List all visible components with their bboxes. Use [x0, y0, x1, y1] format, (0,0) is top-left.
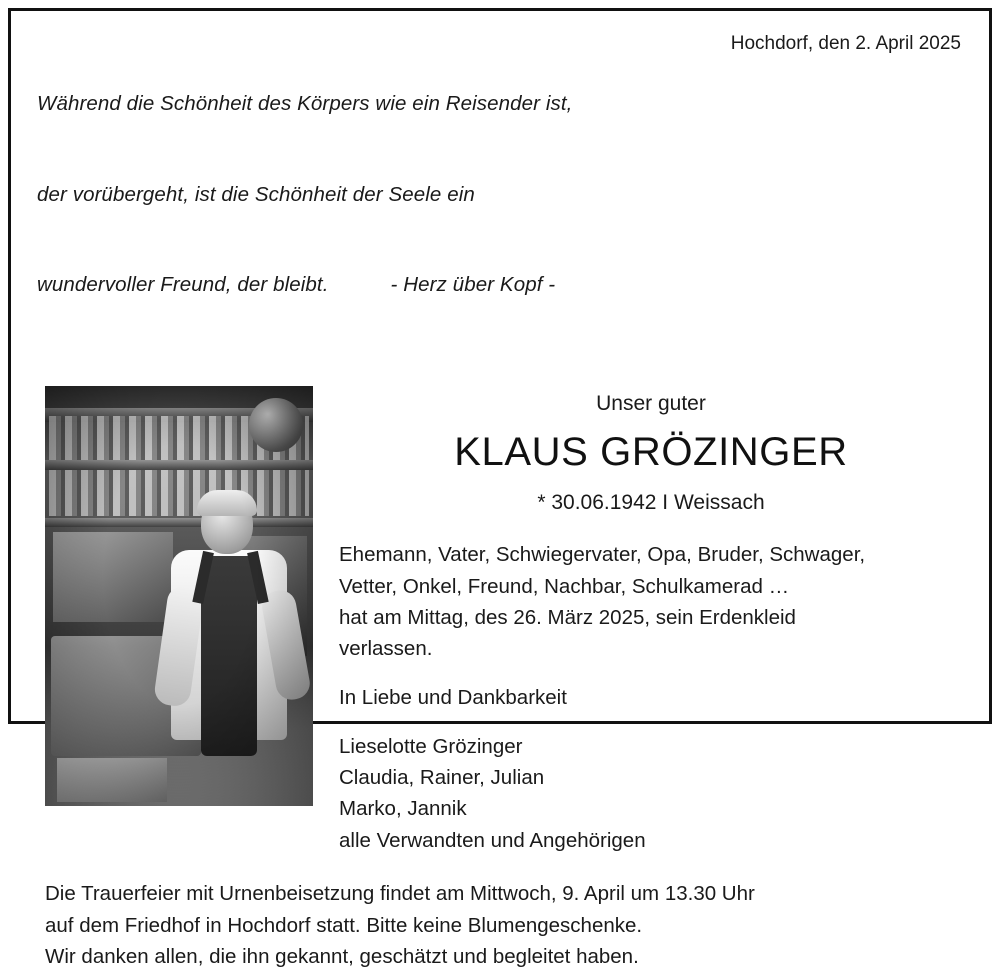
obituary-content	[11, 11, 989, 969]
survivor-line-3: Marko, Jannik	[339, 797, 467, 821]
spacer	[339, 664, 963, 682]
funeral-line-3: Wir danken allen, die ihn gekannt, geschätzt und begleitet haben.	[45, 945, 639, 969]
gratitude-paragraph	[339, 682, 963, 713]
roles-line-2: Vetter, Onkel, Freund, Nachbar, Schulkamerad …	[339, 574, 790, 598]
eyebrow-text: Unser guter	[596, 392, 706, 416]
motto-source: - Herz über Kopf -	[390, 273, 556, 296]
survivor-line-1: Lieselotte Grözinger	[339, 735, 523, 759]
header	[37, 29, 963, 360]
survivor-line-2: Claudia, Rainer, Julian	[339, 766, 545, 790]
text-column	[309, 386, 963, 855]
motto-line-2: der vorübergeht, ist die Schönheit der Seele ein	[37, 182, 475, 206]
place-date: Hochdorf, den 2. April 2025	[730, 33, 961, 54]
photo-column	[37, 386, 309, 806]
main-area	[37, 386, 963, 855]
funeral-line-2: auf dem Friedhof in Hochdorf statt. Bitte keine Blumengeschenke.	[45, 913, 643, 937]
roles-line-3: hat am Mittag, des 26. März 2025, sein Erdenkleid	[339, 605, 796, 629]
roles-line-4: verlassen.	[339, 636, 433, 660]
birth-info: * 30.06.1942 I Weissach	[537, 491, 765, 515]
portrait-photo	[45, 386, 313, 806]
photo-vignette	[45, 386, 313, 806]
spacer-2	[339, 713, 963, 731]
roles-line-1: Ehemann, Vater, Schwiegervater, Opa, Bruder, Schwager,	[339, 543, 866, 567]
motto-quote	[37, 29, 572, 360]
motto-line-3	[37, 270, 572, 300]
motto-line-3-text: wundervoller Freund, der bleibt.	[37, 273, 329, 296]
funeral-line-1: Die Trauerfeier mit Urnenbeisetzung findet am Mittwoch, 9. April um 13.30 Uhr	[45, 881, 755, 905]
survivor-line-4: alle Verwandten und Angehörigen	[339, 828, 646, 852]
motto-line-1: Während die Schönheit des Körpers wie ein Reisender ist,	[37, 92, 573, 116]
gratitude-line: In Liebe und Dankbarkeit	[339, 686, 567, 709]
survivors-list	[339, 731, 963, 856]
obituary-frame	[8, 8, 992, 969]
deceased-name: KLAUS GRÖZINGER	[454, 430, 848, 475]
roles-paragraph	[339, 539, 963, 664]
funeral-details	[37, 878, 963, 973]
